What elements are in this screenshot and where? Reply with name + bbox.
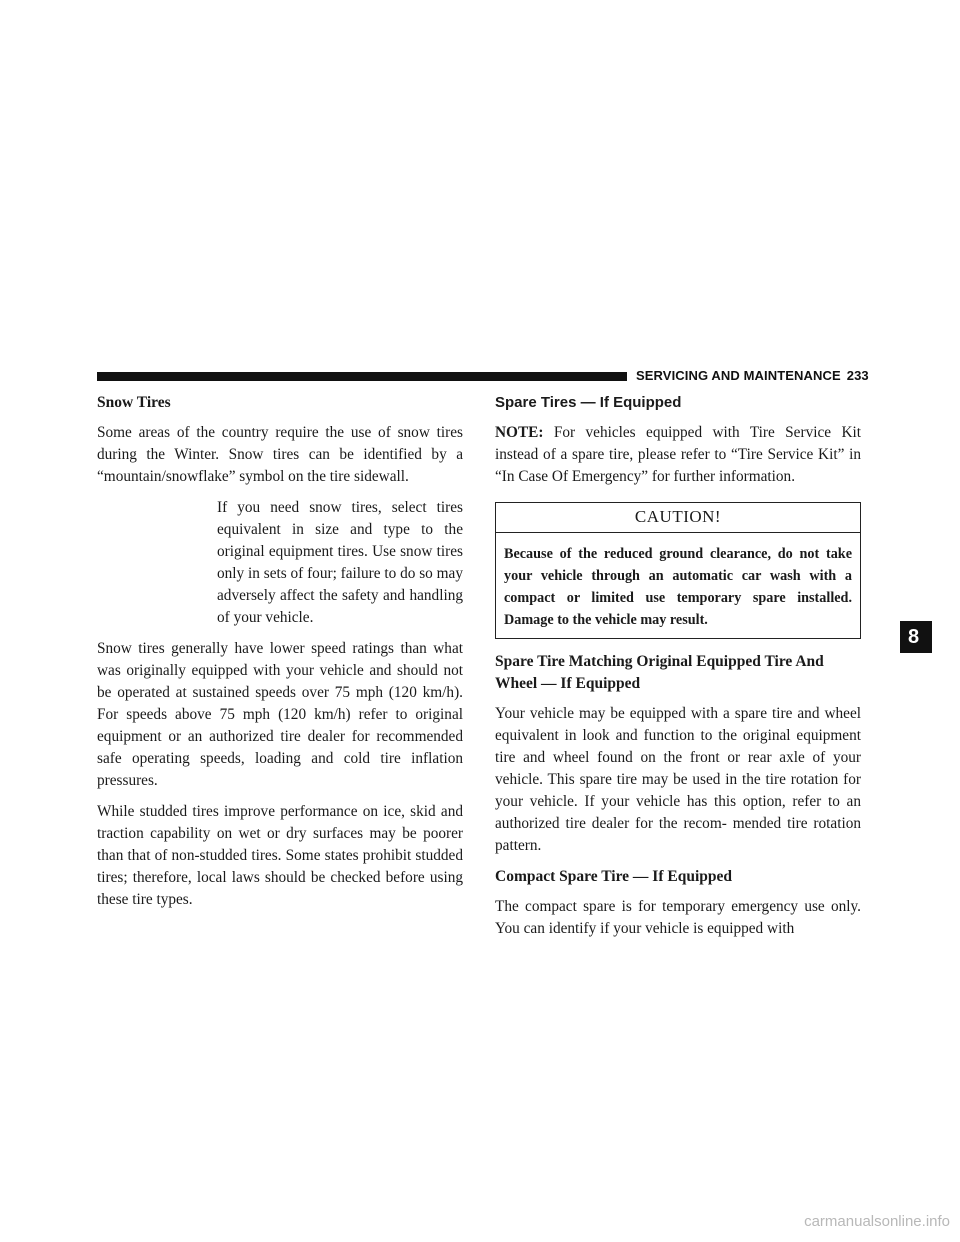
right-column [495,392,861,949]
snow-tires-paragraph-4: While studded tires improve performance on ice, skid and traction capability on wet or dry surfaces may be poorer than that of non-studded tires. Some states prohibit studded tires; therefore, local laws should be checked before using these tire types. [97,803,463,908]
snow-tires-paragraph-1: Some areas of the country require the use of snow tires during the Winter. Snow tires can be identified by a “mountain/snowflake” symbol on the tire sidewall. [97,424,463,485]
left-column [97,392,463,920]
snow-tires-paragraph-2: If you need snow tires, select tires equivalent in size and type to the original equipment tires. Use snow tires only in sets of four; failure to do so may adversely affect the safety and handling of your vehicle. [217,499,463,626]
running-header [636,368,869,388]
section-tab: 8 [900,621,932,653]
page-number: 233 [846,368,869,383]
caution-title: CAUTION! [496,503,860,533]
spare-tires-heading: Spare Tires — If Equipped [495,394,682,411]
section-title: SERVICING AND MAINTENANCE [636,368,841,383]
caution-box [495,502,861,639]
snow-tires-paragraph-3: Snow tires generally have lower speed ratings than what was originally equipped with your vehicle and should not be operated at sustained speeds over 75 mph (120 km/h). For speeds above 75 mph (120 km/h) refer to original equipment or an authorized tire dealer for recommended safe operating speeds, loading and cold tire inflation pressures. [97,640,463,789]
compact-spare-heading: Compact Spare Tire — If Equipped [495,868,732,885]
header-rule [97,372,627,381]
snow-tires-heading: Snow Tires [97,394,171,411]
note-text: For vehicles equipped with Tire Service Kit instead of a spare tire, please refer to “Tire Service Kit” in “In Case Of Emergency” for further information. [495,424,861,485]
note-paragraph [495,422,861,488]
matching-spare-paragraph: Your vehicle may be equipped with a spare tire and wheel equivalent in look and function to the original equipment tire and wheel found on the front or rear axle of your vehicle. This spare tire may be used in the tire rotation for your vehicle. If your vehicle has this option, refer to an authorized tire dealer for the recom- mended tire rotation pattern. [495,705,861,854]
caution-text: Because of the reduced ground clearance, do not take your vehicle through an automatic car wash with a compact or limited use temporary spare installed. Damage to the vehicle may result. [504,546,852,628]
note-label: NOTE: [495,424,544,441]
matching-spare-heading: Spare Tire Matching Original Equipped Tire And Wheel — If Equipped [495,653,824,692]
watermark: carmanualsonline.info [804,1213,950,1230]
compact-spare-paragraph: The compact spare is for temporary emergency use only. You can identify if your vehicle is equipped with [495,898,861,937]
